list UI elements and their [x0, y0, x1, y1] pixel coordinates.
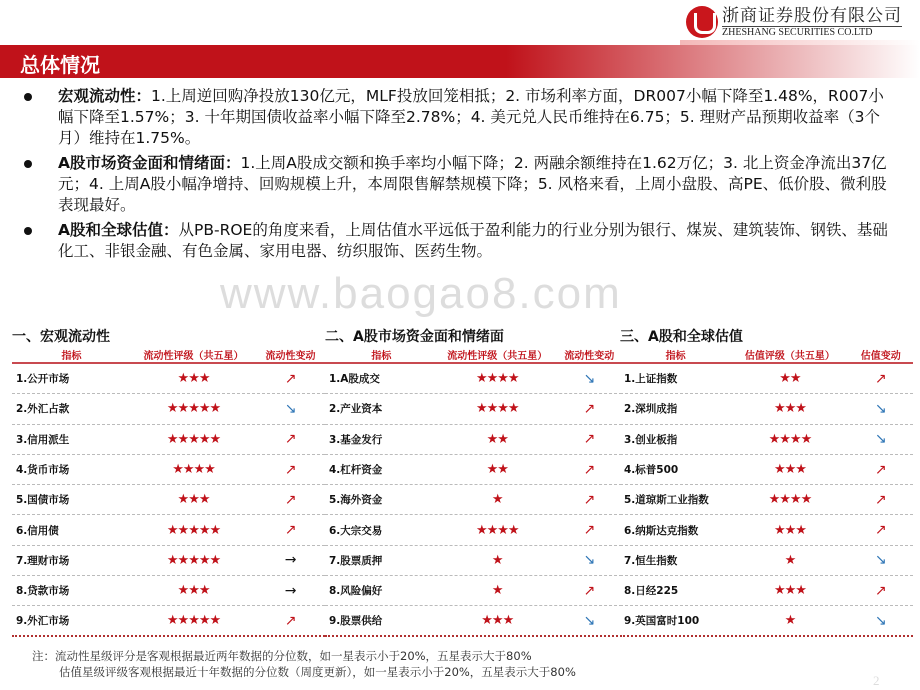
- bullet-valuation: [24, 220, 896, 262]
- column-header: 指标: [665, 350, 686, 362]
- bullet-label: 宏观流动性：: [58, 87, 152, 105]
- trend-up-icon: ↗: [284, 431, 297, 448]
- star-rating: ★: [491, 492, 503, 508]
- column-header: 流动性变动: [265, 350, 316, 362]
- column-header: 指标: [371, 350, 392, 362]
- star-rating: ★★★: [177, 492, 210, 508]
- indicator-name: 2.产业资本: [329, 403, 383, 416]
- table-row: [12, 394, 325, 424]
- indicator-name: 8.日经225: [624, 585, 679, 598]
- star-rating: ★: [491, 583, 503, 599]
- note-valuation: 估值星级评级客观根据最近十年数据的分位数（周度更新），如一星表示小于20%，五星表示大于80%: [59, 665, 576, 679]
- table-row: [325, 576, 622, 606]
- bullet-dot-icon: [24, 93, 32, 101]
- table-title: 一、宏观流动性: [12, 329, 110, 345]
- table-row: [12, 364, 325, 394]
- indicator-name: 6.信用债: [16, 524, 59, 537]
- indicator-name: 2.外汇占款: [16, 403, 70, 416]
- bullet-dot-icon: [24, 160, 32, 168]
- bullet-a-share-funds: [24, 153, 896, 216]
- star-rating: ★★★★: [475, 401, 519, 417]
- trend-flat-icon: →: [284, 582, 297, 599]
- indicator-name: 5.道琼斯工业指数: [624, 494, 709, 507]
- trend-up-icon: ↗: [874, 491, 887, 508]
- table-row: [12, 425, 325, 455]
- summary-bullets: [24, 86, 896, 266]
- star-rating: ★★★: [773, 401, 806, 417]
- star-rating: ★★★: [773, 522, 806, 538]
- table-row: [620, 364, 913, 394]
- page-number: 2: [873, 673, 880, 688]
- trend-up-icon: ↗: [583, 431, 596, 448]
- star-rating: ★★★★: [475, 522, 519, 538]
- indicator-name: 2.深圳成指: [624, 403, 678, 416]
- star-rating: ★★★: [481, 613, 514, 629]
- trend-down-icon: ↘: [583, 612, 596, 629]
- trend-up-icon: ↗: [583, 461, 596, 478]
- company-logo: [686, 6, 902, 38]
- star-rating: ★★: [486, 462, 508, 478]
- bullet-label: A股和全球估值：: [58, 221, 179, 239]
- trend-down-icon: ↘: [874, 431, 887, 448]
- trend-up-icon: ↗: [284, 491, 297, 508]
- trend-down-icon: ↘: [583, 370, 596, 387]
- indicator-name: 3.基金发行: [329, 433, 383, 446]
- bullet-text: 从PB-ROE的角度来看，上周估值水平远低于盈利能力的行业分别为银行、煤炭、建筑装饰、钢铁、基础化工、非银金融、有色金属、家用电器、纺织服饰、医药生物。: [58, 221, 888, 260]
- trend-up-icon: ↗: [583, 400, 596, 417]
- star-rating: ★★★: [773, 462, 806, 478]
- trend-up-icon: ↗: [284, 461, 297, 478]
- table-row: [325, 364, 622, 394]
- table-header: [620, 346, 913, 364]
- star-rating: ★: [784, 552, 796, 568]
- indicator-name: 9.外汇市场: [16, 615, 70, 628]
- column-header: 流动性变动: [564, 350, 615, 362]
- star-rating: ★★★★: [768, 431, 812, 447]
- bullet-text: 1.上周逆回购净投放130亿元，MLF投放回笼相抵；2. 市场利率方面，DR007小幅下降至1.48%，R007小幅下降至1.57%；3. 十年期国债收益率小幅下降至2.78%；4. 美元兑人民币维持在6.75；5. 理财产品预期收益率（3个月）维持在1.75%。: [58, 87, 884, 147]
- watermark: www.baogao8.com: [220, 269, 622, 318]
- table-a-share-funds: [325, 328, 622, 637]
- bullet-text: 1.上周A股成交额和换手率均小幅下降；2. 两融余额维持在1.62万亿；3. 北上资金净流出37亿元；4. 上周A股小幅净增持、回购规模上升，本周限售解禁规模下降；5. 风格来看，上周小盘股、高PE、低价股、微利股表现最好。: [58, 154, 887, 214]
- bullet-label: A股市场资金面和情绪面：: [58, 154, 241, 172]
- table-row: [12, 515, 325, 545]
- table-row: [325, 394, 622, 424]
- table-row: [325, 425, 622, 455]
- table-row: [620, 485, 913, 515]
- star-rating: ★★★: [773, 583, 806, 599]
- table-row: [12, 576, 325, 606]
- table-header: [12, 346, 325, 364]
- indicator-name: 4.杠杆资金: [329, 464, 383, 477]
- star-rating: ★★★: [177, 583, 210, 599]
- trend-down-icon: ↘: [583, 552, 596, 569]
- table-row: [620, 455, 913, 485]
- trend-down-icon: ↘: [874, 552, 887, 569]
- indicator-name: 1.公开市场: [16, 373, 70, 386]
- indicator-name: 1.上证指数: [624, 373, 678, 386]
- table-row: [620, 576, 913, 606]
- indicator-name: 8.贷款市场: [16, 585, 70, 598]
- indicator-name: 5.海外资金: [329, 494, 383, 507]
- column-header: 流动性评级（共五星）: [143, 350, 244, 362]
- table-row: [620, 515, 913, 545]
- table-header: [325, 346, 622, 364]
- company-name-en: ZHESHANG SECURITIES CO.LTD: [722, 27, 873, 38]
- indicator-name: 8.风险偏好: [329, 585, 383, 598]
- trend-up-icon: ↗: [874, 522, 887, 539]
- indicator-name: 7.恒生指数: [624, 554, 678, 567]
- star-rating: ★★★★★: [166, 522, 221, 538]
- indicator-name: 9.股票供给: [329, 615, 383, 628]
- trend-up-icon: ↗: [874, 461, 887, 478]
- trend-up-icon: ↗: [284, 612, 297, 629]
- star-rating: ★★★★: [768, 492, 812, 508]
- indicator-name: 3.创业板指: [624, 433, 678, 446]
- star-rating: ★★★★★: [166, 401, 221, 417]
- title-banner: [0, 45, 920, 78]
- trend-up-icon: ↗: [583, 522, 596, 539]
- trend-up-icon: ↗: [583, 582, 596, 599]
- note-liquidity: 注：流动性星级评分是客观根据最近两年数据的分位数，如一星表示小于20%，五星表示大于80%: [32, 649, 532, 663]
- page-title: 总体情况: [20, 53, 100, 77]
- table-valuation: [620, 328, 913, 637]
- table-row: [325, 455, 622, 485]
- indicator-name: 5.国债市场: [16, 494, 70, 507]
- company-name-cn: 浙商证券股份有限公司: [722, 6, 902, 26]
- table-row: [620, 425, 913, 455]
- table-row: [325, 515, 622, 545]
- table-row: [620, 394, 913, 424]
- star-rating: ★★★: [177, 371, 210, 387]
- table-row: [12, 455, 325, 485]
- table-row: [325, 606, 622, 636]
- footnote: [32, 648, 576, 680]
- star-rating: ★★: [486, 431, 508, 447]
- star-rating: ★★★★★: [166, 552, 221, 568]
- star-rating: ★★★★★: [166, 431, 221, 447]
- indicator-name: 6.纳斯达克指数: [624, 524, 699, 537]
- star-rating: ★★: [779, 371, 801, 387]
- star-rating: ★★★★: [475, 371, 519, 387]
- column-header: 估值评级（共五星）: [744, 350, 835, 362]
- table-row: [325, 485, 622, 515]
- table-macro-liquidity: [12, 328, 325, 637]
- column-header: 指标: [61, 350, 82, 362]
- trend-up-icon: ↗: [583, 491, 596, 508]
- table-row: [620, 546, 913, 576]
- trend-down-icon: ↘: [874, 400, 887, 417]
- star-rating: ★★★★★: [166, 613, 221, 629]
- indicator-name: 7.理财市场: [16, 554, 70, 567]
- column-header: 流动性评级（共五星）: [447, 350, 548, 362]
- trend-up-icon: ↗: [284, 370, 297, 387]
- bullet-dot-icon: [24, 227, 32, 235]
- indicator-name: 4.货币市场: [16, 464, 70, 477]
- table-row: [12, 485, 325, 515]
- table-title: 三、A股和全球估值: [620, 329, 743, 345]
- indicator-name: 3.信用派生: [16, 433, 70, 446]
- star-rating: ★★★★: [172, 462, 215, 478]
- indicator-name: 7.股票质押: [329, 554, 383, 567]
- logo-icon: [686, 6, 718, 38]
- table-row: [12, 546, 325, 576]
- star-rating: ★: [491, 552, 503, 568]
- trend-up-icon: ↗: [874, 370, 887, 387]
- trend-up-icon: ↗: [284, 522, 297, 539]
- table-row: [12, 606, 325, 636]
- indicator-name: 6.大宗交易: [329, 524, 383, 537]
- trend-flat-icon: →: [284, 552, 297, 569]
- trend-down-icon: ↘: [284, 400, 297, 417]
- table-row: [325, 546, 622, 576]
- star-rating: ★: [784, 613, 796, 629]
- bullet-macro: [24, 86, 896, 149]
- indicator-name: 1.A股成交: [329, 373, 380, 386]
- trend-up-icon: ↗: [874, 582, 887, 599]
- table-row: [620, 606, 913, 636]
- indicator-name: 9.英国富时100: [624, 615, 700, 628]
- column-header: 估值变动: [860, 350, 901, 362]
- table-title: 二、A股市场资金面和情绪面: [325, 329, 504, 345]
- trend-down-icon: ↘: [874, 612, 887, 629]
- indicator-name: 4.标普500: [624, 464, 679, 477]
